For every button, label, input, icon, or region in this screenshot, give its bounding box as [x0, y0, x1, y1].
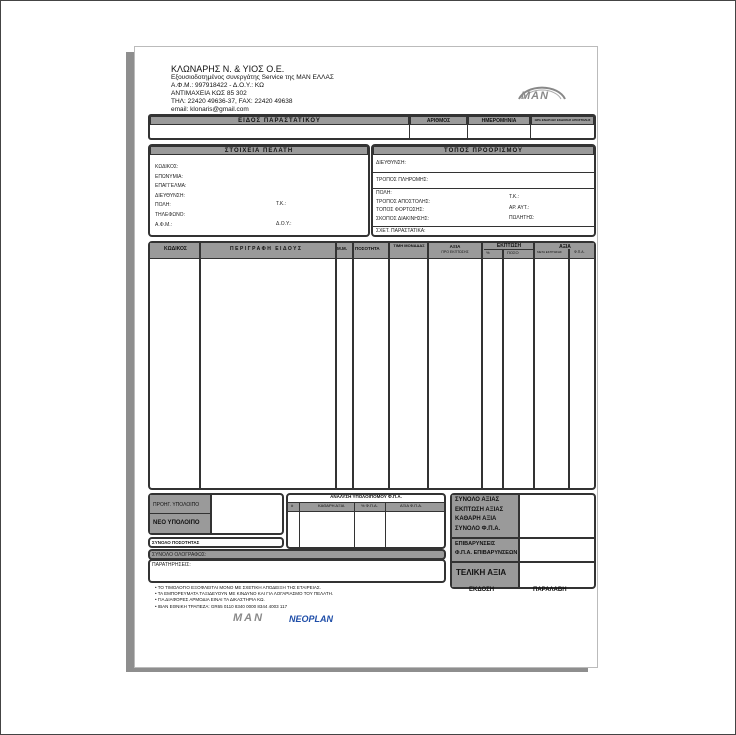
col-line	[568, 249, 570, 488]
company-line: ΑΝΤΙΜΑΧΕΙΑ ΚΩΣ 85 302	[171, 90, 247, 97]
col-value-sub: ΠΡΟ ΕΚΠΤΩΣΗΣ	[441, 250, 469, 254]
destination-field: ΠΩΛΗΤΗΣ:	[509, 215, 535, 221]
divider	[452, 561, 594, 563]
charge-label: Φ.Π.Α. ΕΠΙΒΑΡΥΝΣΕΩΝ	[455, 550, 518, 556]
col-description: ΠΕΡΙΓΡΑΦΗ ΕΙΔΟΥΣ	[230, 246, 303, 252]
destination-box	[371, 144, 596, 237]
footer-notes	[155, 585, 333, 610]
company-line: email: klonaris@gmail.com	[171, 106, 249, 113]
destination-field: ΤΡΟΠΟΣ ΑΠΟΣΤΟΛΗΣ:	[376, 198, 431, 205]
company-line: ΤΗΛ: 22420 49636-37, FAX: 22420 49638	[171, 98, 293, 105]
company-line: Εξουσιοδοτημένος συνεργάτης Service της MAN ΕΛΛΑΣ	[171, 74, 334, 81]
divider	[530, 116, 531, 138]
destination-right-fields	[509, 192, 534, 224]
invoice-sheet	[134, 46, 598, 668]
vat-col: #	[291, 503, 294, 508]
customer-field: ΕΠΩΝΥΜΙΑ:	[155, 173, 183, 180]
total-words-label: ΣΥΝΟΛΟ ΟΛΟΓΡΑΦΩΣ:	[152, 552, 207, 558]
col-line	[352, 243, 354, 488]
col-line	[533, 243, 535, 488]
customer-tk: Τ.Κ.:	[276, 201, 287, 207]
col-discount: ΕΚΠΤΩΣΗ	[496, 243, 522, 249]
customer-field: ΔΙΕΥΘΥΝΣΗ:	[155, 192, 185, 199]
company-name: ΚΛΩΝΑΡΗΣ Ν. & ΥΙΟΣ Ο.Ε.	[171, 64, 285, 74]
total-qty-label: ΣΥΝΟΛΟ ΠΟΣΟΤΗΤΑΣ	[152, 540, 200, 545]
customer-doy: Δ.Ο.Υ.:	[276, 221, 292, 227]
col-line	[385, 502, 386, 547]
vat-col: % Φ.Π.Α.	[361, 503, 378, 508]
totals-box	[450, 493, 596, 589]
col-value: ΑΞΙΑ	[449, 244, 461, 249]
issue-label: ΕΚΔΟΣΗ	[469, 587, 495, 593]
col-line	[427, 243, 429, 488]
prev-balance-label: ΠΡΟΗΓ. ΥΠΟΛΟΙΠΟ	[153, 502, 200, 508]
vat-col: ΚΑΘΑΡΗ ΑΞΙΑ	[318, 503, 345, 508]
col-line	[199, 243, 201, 488]
number-label: ΑΡΙΘΜΟΣ	[410, 116, 467, 125]
col-unit-price: ΤΙΜΗ ΜΟΝΑΔΑΣ	[393, 243, 425, 248]
note-line: • IBAN ΕΘΝΙΚΗ ΤΡΑΠΕΖΑ: GR65 0110 8340 0000 8344 4003 117	[155, 603, 288, 609]
col-vat: Φ.Π.Α.	[574, 250, 585, 254]
destination-address: ΔΙΕΥΘΥΝΣΗ:	[376, 160, 406, 166]
note-line: • ΤΟ ΤΙΜΟΛΟΓΙΟ ΕΞΟΦΛΕΙΤΑΙ ΜΟΝΟ ΜΕ ΣΧΕΤΙΚΗ ΑΠΟΔΕΙΞΗ ΤΗΣ ΕΤΑΙΡΕΙΑΣ.	[155, 585, 321, 590]
col-quantity: ΠΟΣΟΤΗΤΑ	[355, 246, 380, 251]
payment-method: ΤΡΟΠΟΣ ΠΛΗΡΩΜΗΣ:	[376, 177, 429, 183]
customer-field: Α.Φ.Μ.:	[155, 221, 173, 228]
note-line: • ΓΙΑ ΔΙΑΦΟΡΕΣ ΑΡΜΟΔΙΑ ΕΙΝΑΙ ΤΑ ΔΙΚΑΣΤΗΡΙΑ ΚΩ.	[155, 597, 265, 603]
total-label: ΣΥΝΟΛΟ Φ.Π.Α.	[455, 525, 501, 532]
man-logo-text: MAN	[521, 90, 550, 102]
col-unit: Μ.Μ.	[337, 246, 347, 251]
col-net-value: ΑΞΙΑ	[559, 244, 571, 250]
divider	[150, 513, 210, 514]
balance-labels	[150, 495, 212, 533]
customer-field: ΤΗΛΕΦΩΝΟ:	[155, 211, 185, 218]
items-table	[148, 241, 596, 490]
time-label: ΩΡΑ ΕΝΑΡΞΗΣ ΕΚΔΟΣΗΣ ΑΠΟΣΤΟΛΗΣ	[531, 116, 594, 125]
neoplan-brand-logo: NEOPLAN	[289, 614, 334, 624]
doc-header-box	[148, 114, 596, 140]
divider	[467, 116, 468, 138]
remarks-label: ΠΑΡΑΤΗΡΗΣΕΙΣ:	[152, 562, 191, 568]
destination-field: ΠΟΛΗ:	[376, 190, 392, 196]
charges-list	[455, 540, 517, 558]
destination-field: ΑΡ. ΑΥΤ.:	[509, 204, 530, 211]
balance-box	[148, 493, 284, 535]
destination-left-fields	[376, 189, 430, 223]
col-line	[335, 243, 337, 488]
customer-fields	[155, 163, 186, 230]
destination-title: ΤΟΠΟΣ ΠΡΟΟΡΙΣΜΟΥ	[373, 146, 594, 155]
col-line	[388, 243, 390, 488]
note-line: • ΤΑ ΕΜΠΟΡΕΥΜΑΤΑ ΤΑΞΙΔΕΥΟΥΝ ΜΕ ΚΙΝΔΥΝΟ ΚΑΙ ΓΙΑ ΛΟΓΑΡΙΑΣΜΟ ΤΟΥ ΠΕΛΑΤΗ.	[155, 591, 334, 597]
divider	[484, 249, 534, 250]
total-label: ΚΑΘΑΡΗ ΑΞΙΑ	[455, 516, 497, 522]
divider	[373, 172, 594, 173]
col-code: ΚΩΔΙΚΟΣ	[164, 246, 187, 252]
total-label: ΣΥΝΟΛΟ ΑΞΙΑΣ	[455, 497, 500, 503]
total-qty-box	[148, 537, 284, 548]
divider	[452, 537, 594, 539]
date-label: ΗΜΕΡΟΜΗΝΙΑ	[468, 116, 530, 125]
company-line: Α.Φ.Μ.: 997918422 - Δ.Ο.Υ.: ΚΩ	[171, 82, 265, 89]
divider	[373, 226, 594, 227]
vat-analysis-box	[286, 493, 446, 549]
col-line	[354, 502, 355, 547]
charge-label: ΕΠΙΒΑΡΥΝΣΕΙΣ	[455, 541, 496, 547]
divider	[409, 116, 410, 138]
customer-field: ΕΠΑΓΓΕΛΜΑ:	[155, 183, 187, 190]
col-line	[481, 243, 483, 488]
customer-title: ΣΤΟΙΧΕΙΑ ΠΕΛΑΤΗ	[150, 146, 368, 155]
new-balance-label: ΝΕΟ ΥΠΟΛΟΙΠΟ	[153, 520, 200, 526]
doc-type-label: ΕΙΔΟΣ ΠΑΡΑΣΤΑΤΙΚΟΥ	[150, 116, 409, 125]
col-net-sub: ΜΕΤΑ ΕΚΠΤΩΣΗΣ	[537, 250, 562, 254]
col-line	[299, 502, 300, 547]
remarks-box	[148, 559, 446, 583]
man-logo	[513, 75, 571, 105]
col-discount-amt: ΠΟΣΟ	[507, 250, 519, 255]
customer-field: ΚΩΔΙΚΟΣ:	[155, 164, 179, 170]
vat-analysis-title: ΑΝΑΛΥΣΗ ΥΠΟΛΟΙΠΟΜΟΥ Φ.Π.Α.	[330, 494, 402, 499]
col-discount-pct: %	[486, 250, 490, 255]
totals-list	[455, 496, 503, 534]
total-label: ΕΚΠΤΩΣΗ ΑΞΙΑΣ	[455, 506, 504, 513]
customer-field: ΠΟΛΗ:	[155, 202, 171, 209]
destination-field: ΤΟΠΟΣ ΦΟΡΤΩΣΗΣ:	[376, 207, 424, 213]
final-value-label: ΤΕΛΙΚΗ ΑΞΙΑ	[456, 568, 507, 577]
related-docs: ΣΧΕΤ. ΠΑΡΑΣΤΑΤΙΚΑ:	[376, 228, 426, 234]
destination-field: Τ.Κ.:	[509, 194, 520, 200]
receive-label: ΠΑΡΑΛΑΒΗ	[533, 587, 567, 593]
destination-field: ΣΚΟΠΟΣ ΔΙΑΚΙΝΗΣΗΣ:	[376, 215, 430, 222]
company-info	[171, 74, 334, 114]
customer-box	[148, 144, 370, 237]
man-brand-logo: MAN	[233, 612, 265, 624]
col-line	[502, 249, 504, 488]
vat-col: ΑΞΙΑ Φ.Π.Α.	[400, 503, 423, 508]
